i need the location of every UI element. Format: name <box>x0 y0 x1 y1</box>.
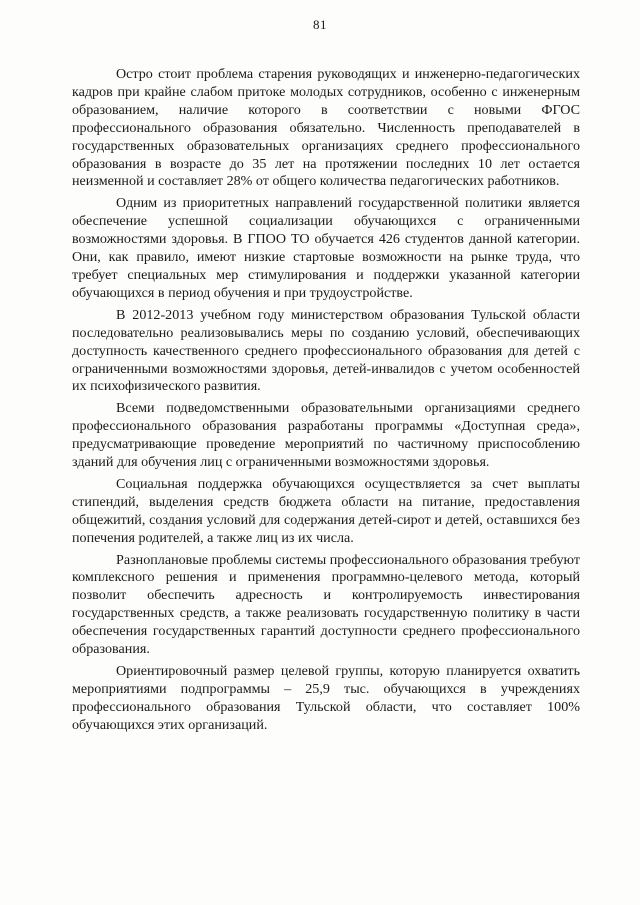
paragraph-program-method: Разноплановые проблемы системы профессионального образования требуют комплексного решения и применения программно-целевого метода, который позволит обеспечить адресность и контролируемость инвестирования государственных средств, а также реализовать государственную политику в части обеспечения государственных гарантий доступности среднего профессионального образования. <box>72 551 580 658</box>
paragraph-disabled-students: Одним из приоритетных направлений государственной политики является обеспечение успешной социализации обучающихся с ограниченными возможностями здоровья. В ГПОО ТО обучается 426 студентов данной категории. Они, как правило, имеют низкие стартовые возможности на рынке труда, что требует специальных мер стимулирования и поддержки указанной категории обучающихся в период обучения и при трудоустройстве. <box>72 195 580 301</box>
paragraph-accessible-environment: Всеми подведомственными образовательными организациями среднего профессионального образования разработаны программы «Доступная среда», предусматривающие проведение мероприятий по частичному приспособлению зданий для обучения лиц с ограниченными возможностями здоровья. <box>72 400 580 471</box>
body-text <box>72 66 580 739</box>
paragraph-staff-aging: Остро стоит проблема старения руководящих и инженерно-педагогических кадров при крайне слабом притоке молодых сотрудников, особенно с инженерным образованием, наличие которого в соответствии с новыми ФГОС профессионального образования обязательно. Численность преподавателей в государственных образовательных организациях среднего профессионального образования в возрасте до 35 лет на протяжении последних 10 лет остается неизменной и составляет 28% от общего количества педагогических работников. <box>72 66 580 190</box>
page-number: 81 <box>313 17 327 32</box>
paragraph-target-group: Ориентировочный размер целевой группы, которую планируется охватить мероприятиями подпрограммы – 25,9 тыс. обучающихся в учреждениях профессионального образования Тульской области, что составляет 100% обучающихся этих организаций. <box>72 663 580 733</box>
paragraph-2012-2013-measures: В 2012-2013 учебном году министерством образования Тульской области последовательно реализовывались меры по созданию условий, обеспечивающих доступность качественного среднего профессионального образования для детей с ограниченными возможностями здоровья, детей-инвалидов с учетом особенностей их психофизического развития. <box>72 306 580 395</box>
paragraph-social-support: Социальная поддержка обучающихся осуществляется за счет выплаты стипендий, выделения средств бюджета области на питание, предоставления общежитий, создания условий для содержания детей-сирот и детей, оставшихся без попечения родителей, а также лиц из их числа. <box>72 475 580 546</box>
